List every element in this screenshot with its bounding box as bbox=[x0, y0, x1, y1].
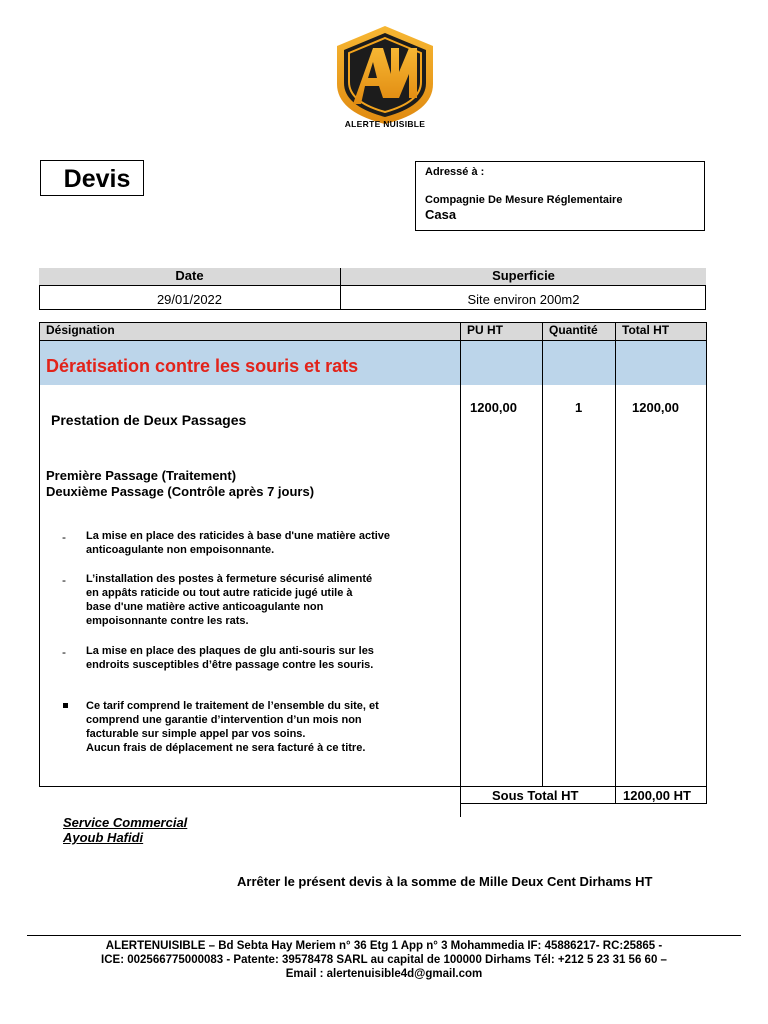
date-header: Date bbox=[175, 268, 204, 283]
bullet-line: endroits susceptibles d’être passage contre les souris. bbox=[86, 659, 374, 671]
address-company: Compagnie De Mesure Réglementaire bbox=[425, 194, 623, 206]
designation-header: Désignation bbox=[46, 323, 115, 337]
bullet-line: La mise en place des plaques de glu anti-souris sur les bbox=[86, 645, 374, 657]
col-divider-pu bbox=[460, 322, 461, 817]
address-city: Casa bbox=[425, 207, 457, 222]
bullet-item bbox=[86, 529, 446, 557]
subtotal-value: 1200,00 HT bbox=[623, 788, 691, 803]
document-title: Devis bbox=[63, 165, 131, 193]
item-total: 1200,00 bbox=[632, 400, 679, 415]
tariff-note bbox=[86, 699, 428, 755]
superficie-header: Superficie bbox=[492, 268, 555, 283]
note-line: comprend une garantie d’intervention d’un mois non bbox=[86, 714, 362, 726]
item-name: Prestation de Deux Passages bbox=[51, 412, 247, 428]
quantity-header: Quantité bbox=[549, 323, 598, 337]
table-border-bottom bbox=[39, 786, 707, 787]
main-table-header bbox=[39, 322, 707, 340]
note-line: Aucun frais de déplacement ne sera facturé à ce titre. bbox=[86, 742, 366, 754]
amount-sentence: Arrêter le présent devis à la somme de Mille Deux Cent Dirhams HT bbox=[237, 874, 653, 889]
subtotal-label: Sous Total HT bbox=[492, 788, 579, 803]
section-title: Dératisation contre les souris et rats bbox=[46, 356, 359, 376]
bullet-dash: - bbox=[62, 573, 66, 587]
bullet-dash: - bbox=[62, 645, 66, 659]
signatory-name: Ayoub Hafidi bbox=[63, 830, 144, 845]
table-border-left bbox=[39, 322, 40, 787]
table-border-right bbox=[706, 322, 707, 804]
bullet-line: en appâts raticide ou tout autre raticide jugé utile à bbox=[86, 587, 353, 599]
address-label: Adressé à : bbox=[425, 166, 485, 178]
note-line: facturable sur simple appel par vos soins. bbox=[86, 728, 306, 740]
table-header-bottom bbox=[39, 340, 707, 341]
col-divider-total bbox=[615, 322, 616, 804]
subtotal-bottom bbox=[460, 803, 707, 804]
bullet-line: La mise en place des raticides à base d'une matière active bbox=[86, 530, 391, 542]
pu-header: PU HT bbox=[467, 323, 503, 337]
bullet-dash: - bbox=[62, 530, 66, 544]
bullet-item bbox=[86, 572, 416, 628]
bullet-line: base d'une matière active anticoagulante non bbox=[86, 601, 324, 613]
passage-1: Première Passage (Traitement) bbox=[46, 468, 237, 483]
footer-divider bbox=[27, 935, 741, 936]
footer-line-2: ICE: 002566775000083 - Patente: 39578478 SARL au capital de 100000 Dirhams Tél: +212 5 23 31 56 60 – bbox=[101, 954, 667, 966]
superficie-value: Site environ 200m2 bbox=[467, 292, 580, 307]
item-unit-price: 1200,00 bbox=[470, 400, 517, 415]
passage-2: Deuxième Passage (Contrôle après 7 jours) bbox=[46, 484, 315, 499]
bullet-line: anticoagulante non empoisonnante. bbox=[86, 544, 275, 556]
square-bullet-icon bbox=[63, 703, 68, 708]
service-commercial: Service Commercial bbox=[63, 815, 188, 830]
col-divider-qty bbox=[542, 322, 543, 787]
item-quantity: 1 bbox=[575, 400, 583, 415]
footer-email: Email : alertenuisible4d@gmail.com bbox=[285, 968, 483, 980]
note-line: Ce tarif comprend le traitement de l’ensemble du site, et bbox=[86, 700, 379, 712]
date-value: 29/01/2022 bbox=[156, 292, 223, 307]
logo-text: ALERTE NUISIBLE bbox=[344, 119, 426, 129]
bullet-line: empoisonnante contre les rats. bbox=[86, 615, 249, 627]
footer-line-1: ALERTENUISIBLE – Bd Sebta Hay Meriem n° 36 Etg 1 App n° 3 Mohammedia IF: 45886217- RC:25865 - bbox=[105, 940, 663, 952]
bullet-item bbox=[86, 644, 436, 672]
alerte-nuisible-logo bbox=[333, 24, 437, 132]
table-border-top bbox=[39, 322, 707, 323]
total-header: Total HT bbox=[622, 323, 670, 337]
bullet-line: L’installation des postes à fermeture sécurisé alimenté bbox=[86, 573, 373, 585]
